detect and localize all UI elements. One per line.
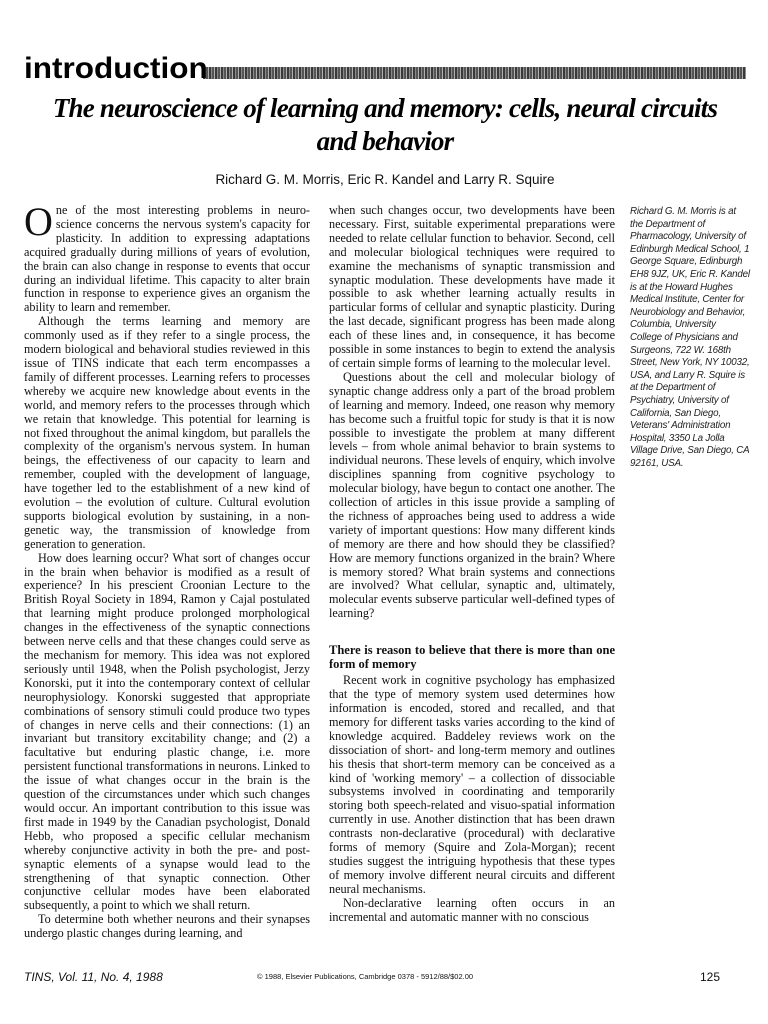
author-affiliations: Richard G. M. Morris is at the Department of Pharmacology, University of Edinburgh Medical School, 1 George Square, Edinburgh EH8 9JZ, UK, Eric R. Kandel is at the Howard Hughes Medical Institute, Center for Neurobiology and Behavior, Columbia, University College of Physicians and Surgeons, 722 W. 168th Street, New York, NY 10032, USA, and Larry R. Squire is at the Department of Psychiatry, University of California, San Diego, Veterans' Administration Hospital, 3350 La Jolla Village Drive, San Diego, CA 92161, USA. <box>630 206 750 469</box>
page-footer <box>24 970 746 988</box>
paragraph: To determine both whether neurons and their synapses undergo plastic changes during learning, and <box>24 912 310 941</box>
article-title: The neuroscience of learning and memory: cells, neural circuits and behavior <box>52 93 718 156</box>
paragraph: How does learning occur? What sort of changes occur in the brain when behavior is modified as a result of experience? In his prescient Croonian Lecture to the British Royal Society in 1894, Ramon y Cajal postulated that learning might produce prolonged morphological changes in the effectiveness of the synaptic connections between nerve cells and that these changes could serve as the mechanism for memory. This idea was not explored seriously until 1948, when the Polish psychologist, Jerzy Konorski, put it into the contemporary context of cellular neurophysiology. Konorski suggested that appropriate combinations of sensory stimuli could produce two types of changes in nerve cells and their connections: (1) an invariant but transitory excitability change; and (2) a facultative but enduring plastic change, i.e. more persistent functional transformations in neurons. Linked to the issue of what changes occur in the brain is the question of the circumstances under which such changes would occur. An important contribution to this issue was first made in 1949 by the Canadian psychologist, Donald Hebb, who proposed a specific cellular mechanism whereby conjunctive activity in both the pre- and post-synaptic elements of a synapse would lead to the strengthening of that synaptic connection. Other conjunctive cellular modes have been elaborated subsequently, a point to which we shall return. <box>24 550 311 913</box>
body-column-1 <box>24 199 311 941</box>
paragraph: Recent work in cognitive psychology has emphasized that the type of memory system used determines how information is encoded, stored and recalled, and that memory for different tasks varies according to the kind of knowledge acquired. Baddeley reviews work on the dissociation of short- and long-term memory and outlines his thesis that short-term memory can be conceived as a kind of 'working memory' – a collection of dissociable subsystems involved in coordinating and temporarily storing both speech-related and visuo-spatial information currently in use. Another distinction that has been drawn contrasts non-declarative (procedural) with declarative forms of memory (Squire and Zola-Morgan); recent studies suggest the intriguing hypothesis that these types of memory involve different neural circuits and different neural mechanisms. <box>329 673 615 896</box>
journal-citation: TINS, Vol. 11, No. 4, 1988 <box>24 970 163 984</box>
paragraph: Questions about the cell and molecular biology of synaptic change address only a part of the broad problem of learning and memory. Indeed, one reason why memory has become such a fruitful topic for study is that it is now possible to investigate the problem at many different levels – from whole animal behavior to brain systems to individual neurons. These levels of enquiry, which involve disciplines spanning from cognitive psychology to molecular biology, have begun to contact one another. The collection of articles in this issue provide a sampling of the richness of approaches being used to address a wide variety of important questions: How many different kinds of memory are there and how should they be classified? How are memory functions organized in the brain? Where is memory stored? What brain systems and connections are involved? What cellular, synaptic and, ultimately, molecular events subserve particular well-defined types of learning? <box>329 369 615 621</box>
article-authors: Richard G. M. Morris, Eric R. Kandel and Larry R. Squire <box>215 172 555 187</box>
paragraph: Although the terms learning and memory are commonly used as if they refer to a single process, the modern biological and behavioral studies reviewed in this issue of TINS indicate that each term encompasses a family of different processes. Learning refers to processes whereby we acquire new knowledge about events in the world, and memory refers to the processes through which we retain that knowledge. This potential for learning is not fixed throughout the animal kingdom, but parallels the complexity of the organism's nervous system. In human beings, the effectiveness of our capacity to learn and remember, coupled with the development of language, have together led to the establishment of a new kind of evolution – the evolution of culture. Cultural evolution supports biological evolution by sustaining, in a non-genetic way, the transmission of knowledge from generation to generation. <box>24 314 310 551</box>
paragraph: Non-declarative learning often occurs in an incremental and automatic manner with no conscious <box>329 895 615 924</box>
paragraph <box>24 199 310 315</box>
paragraph-text: ne of the most interesting problems in neuro-science concerns the nervous system's capacity for plasticity. In addition to expressing adaptations acquired gradually during millions of years of evolution, the brain can also change in response to events that occur during an individual lifetime. This capacity to alter brain function in response to experience gives an organism the ability to learn and remember. <box>24 203 310 315</box>
drop-cap: O <box>24 199 53 244</box>
section-label: introduction <box>24 52 208 85</box>
section-subheading: There is reason to believe that there is more than one form of memory <box>329 643 615 672</box>
copyright-line: © 1988, Elsevier Publications, Cambridge 0378 - 5912/88/$02.00 <box>257 972 474 981</box>
paragraph: when such changes occur, two developments have been necessary. First, suitable experimental preparations were needed to relate cellular function to behavior. Second, cell and molecular biological techniques were required to examine the mechanisms of synaptic transmission and synaptic modulation. These developments have made it possible to ask whether learning actually results in particular forms of cellular and synaptic plasticity. During the last decade, significant progress has been made along each of these lines and, in consequence, it has become possible in some instances to begin to extend the analysis of certain simple forms of learning to the molecular level. <box>329 203 615 370</box>
section-rule <box>203 67 746 79</box>
body-column-2 <box>329 204 615 925</box>
section-header <box>24 52 746 84</box>
page-number: 125 <box>699 970 720 984</box>
